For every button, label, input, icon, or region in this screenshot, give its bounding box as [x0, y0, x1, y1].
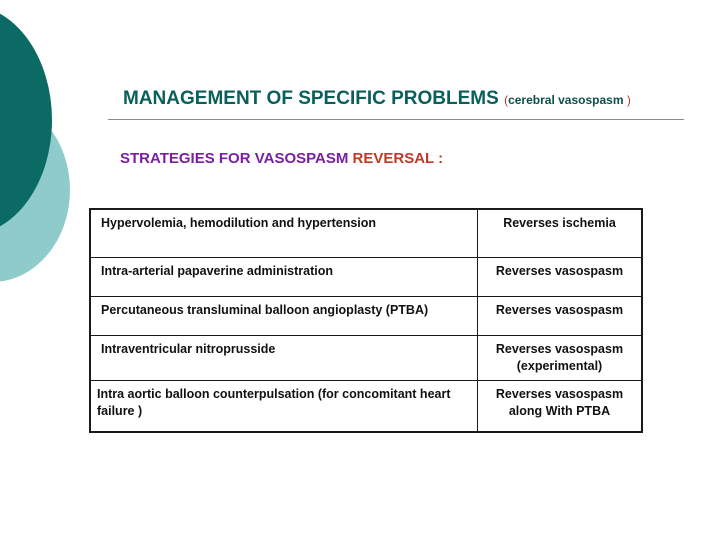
paren-open: ( — [504, 93, 509, 107]
strategy-cell: Intra aortic balloon counterpulsation (for concomitant heart failure ) — [90, 381, 478, 433]
strategies-table — [89, 208, 643, 433]
effect-cell: Reverses ischemia — [478, 209, 643, 258]
strategy-cell: Intra-arterial papaverine administration — [90, 258, 478, 297]
paren-close: ) — [626, 93, 631, 107]
table-row — [90, 258, 642, 297]
effect-cell: Reverses vasospasm (experimental) — [478, 336, 643, 381]
table-row — [90, 297, 642, 336]
title-divider — [108, 119, 684, 120]
strategy-cell: Hypervolemia, hemodilution and hypertension — [90, 209, 478, 258]
table-row — [90, 381, 642, 433]
strategy-cell: Percutaneous transluminal balloon angioplasty (PTBA) — [90, 297, 478, 336]
light-teal-circle — [0, 98, 70, 282]
effect-cell: Reverses vasospasm — [478, 258, 643, 297]
subtitle-part2: REVERSAL : — [352, 150, 444, 167]
dark-teal-circle — [0, 5, 52, 235]
table-row — [90, 336, 642, 381]
table-row — [90, 209, 642, 258]
section-subtitle — [120, 150, 443, 167]
title-sub-text: cerebral vasospasm — [508, 93, 624, 107]
title-main: MANAGEMENT OF SPECIFIC PROBLEMS — [123, 88, 499, 109]
strategy-cell: Intraventricular nitroprusside — [90, 336, 478, 381]
effect-cell: Reverses vasospasm along With PTBA — [478, 381, 643, 433]
effect-cell: Reverses vasospasm — [478, 297, 643, 336]
page-title — [123, 88, 631, 110]
subtitle-part1: STRATEGIES FOR VASOSPASM — [120, 150, 349, 167]
title-subheading — [504, 93, 631, 107]
